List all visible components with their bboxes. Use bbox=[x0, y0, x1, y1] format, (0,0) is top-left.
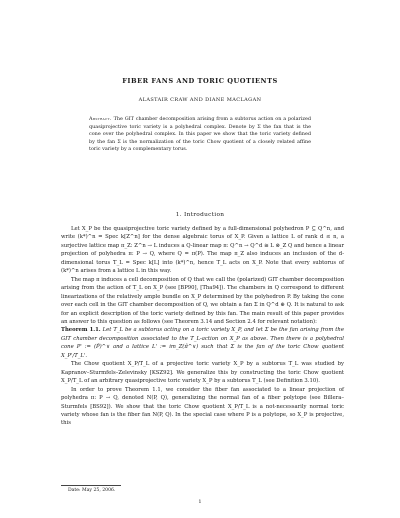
theorem-text: Let T_L be a subtorus acting on a toric variety X_P, and let Σ be the fan arising from the GIT chamber decomposition associated to the T_L-action on X_P as above. Then there is a polyhedral cone P' := (P̃)^∨ and a lattice L' := im_Z(π̃^∨) such that Σ is the fan of the toric Chow quotient X_P'/T_L'. bbox=[61, 327, 344, 359]
paper-title: FIBER FANS AND TORIC QUOTIENTS bbox=[122, 77, 278, 85]
footnote-date: Date: May 25, 2006. bbox=[68, 488, 116, 493]
section-heading: 1. Introduction bbox=[175, 212, 225, 218]
paper-authors: ALASTAIR CRAW AND DIANE MACLAGAN bbox=[138, 97, 262, 103]
paragraph-2: The map π induces a cell decomposition of Q that we call the (polarized) GIT chamber decomposition arising from the action of T_L on X_P (see [BP90], [Tha94]). The chambers in Q correspond to different linearizations of the relatively ample bundle on X_P determined by the polyhedron P. By taking the cone over each cell in the GIT chamber decomposition of Q, we obtain a fan Σ in Q^d ⊕ Q. It is natural to ask for an explicit description of the toric variety defined by this fan. The main result of this paper provides an answer to this question as follows (see Theorem 3.14 and Section 2.4 for relevant notation): bbox=[61, 276, 344, 325]
intro-body bbox=[61, 225, 344, 428]
page-number: 1 bbox=[198, 499, 202, 505]
footnote-rule bbox=[61, 485, 121, 486]
abstract-label: Abstract. bbox=[89, 116, 112, 122]
theorem-label: Theorem 1.1. bbox=[61, 327, 101, 334]
paragraph-1: Let X_P be the quasiprojective toric variety defined by a full-dimensional polyhedron P ⊆ Q^n, and write (k*)^n = Spec k[Z^n] for the dense algebraic torus of X_P. Given a lattice L of rank d ≤ n, a surjective lattice map π_Z: Z^n → L induces a Q-linear map π: Q^n → Q^d ≅ L ⊗_Z Q and hence a linear projection of polyhedra π: P → Q, where Q = π(P). The map π_Z also induces an inclusion of the d-dimensional torus T_L = Spec k[L] into (k*)^n, hence T_L acts on X_P. Note that every subtorus of (k*)^n arises from a lattice L in this way. bbox=[61, 226, 344, 275]
paragraph-4: In order to prove Theorem 1.1, we consider the fiber fan associated to a linear projection of polyhedra π: P → Q, denoted N(P, Q), generalizing the normal fan of a fiber polytope (see Billera–Sturmfels [BS92]). We show that the toric Chow quotient X_P/T_L is a not-necessarily normal toric variety whose fan is the fiber fan N(P, Q). In the special case where P is a polytope, so X_P is projective, this bbox=[61, 386, 344, 427]
paragraph-3: The Chow quotient X_P/T_L of a projective toric variety X_P by a subtorus T_L was studied by Kapranov–Sturmfels–Zelevinsky [KSZ92]. We generalize this by constructing the toric Chow quotient X_P/T_L of an arbitrary quasiprojective toric variety X_P by a subtorus T_L (see Definition 3.10). bbox=[61, 361, 344, 385]
abstract-text: The GIT chamber decomposition arising from a subtorus action on a polarized quasiprojective toric variety is a polyhedral complex. Denote by Σ the fan that is the cone over the polyhedral complex. In this paper we show that the toric variety defined by the fan Σ is the normalization of the toric Chow quotient of a closely related affine toric variety by a complementary torus. bbox=[89, 116, 311, 153]
abstract-block bbox=[89, 116, 311, 154]
theorem-block bbox=[61, 326, 344, 360]
